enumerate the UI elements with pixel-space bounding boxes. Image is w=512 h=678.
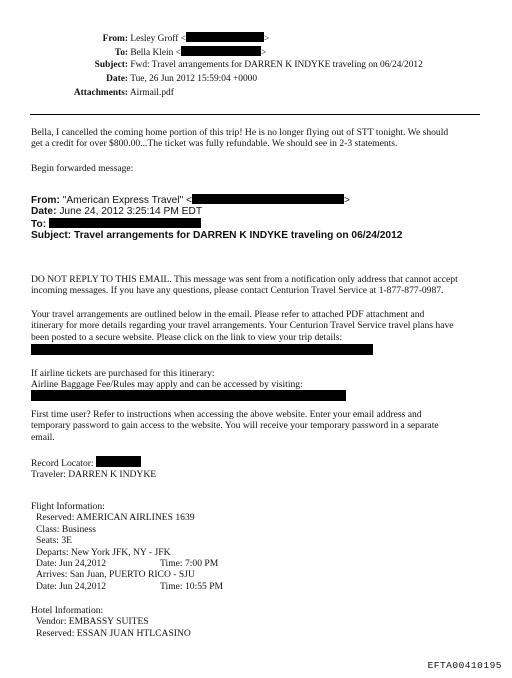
flight-info: Flight Information: Reserved: AMERICAN AIRLINES 1639 Class: Business Seats: 3E Departs: New York JFK, NY - JFK Date: Jun 24,2012 Time: 7:00 PM Arrives: San Juan, PUERTO RICO - SJU Date: Jun 24,2012 Time: 10:55 PM — [31, 501, 486, 592]
noreply-paragraph: DO NOT REPLY TO THIS EMAIL. This message was sent from a notification only address that cannot accept incoming messages. If you have any questions, please contact Centurion Travel Service at 1-877-877-0987. — [31, 274, 458, 297]
fwd-from-row: From: "American Express Travel" < > — [31, 195, 350, 206]
header-attachments-row — [40, 88, 174, 98]
fwd-subject-value: Travel arrangements for DARREN K INDYKE traveling on 06/24/2012 — [74, 230, 403, 241]
redaction-box — [49, 218, 201, 228]
date-value: Tue, 26 Jun 2012 15:59:04 +0000 — [130, 74, 258, 84]
fwd-subject-row: Subject: Travel arrangements for DARREN K INDYKE traveling on 06/24/2012 — [31, 230, 403, 241]
subject-value: Fwd: Travel arrangements for DARREN K INDYKE traveling on 06/24/2012 — [130, 60, 423, 70]
subject-label: Subject: — [94, 60, 128, 70]
from-value: Lesley Groff < — [130, 34, 186, 44]
header-to-row: To: Bella Klein < > — [40, 46, 266, 58]
flight-heading: Flight Information: — [31, 501, 105, 512]
redaction-box — [181, 46, 261, 56]
attachment-link[interactable]: Airmail.pdf — [129, 88, 174, 98]
from-label: From: — [102, 34, 128, 44]
intro-paragraph: Bella, I cancelled the coming home portion of this trip! He is no longer flying out of STT tonight. We should get a credit for over $800.00...The ticket was fully refundable. We should see in 2-3 statements. — [31, 127, 449, 150]
redaction-box — [186, 32, 264, 42]
date-label: Date: — [106, 74, 128, 84]
arrangements-paragraph: Your travel arrangements are outlined below in the email. Please refer to attached PDF attachment and itinerary for more details regarding your travel arrangements. Your Centurion Travel Service travel plans have been posted to a secure website. Please click on the link to view your trip details: — [31, 309, 454, 343]
attachments-label: Attachments: — [73, 88, 128, 98]
to-value: Bella Klein < — [130, 48, 181, 58]
bates-number: EFTA00410195 — [427, 660, 502, 671]
traveler: Traveler: DARREN K INDYKE — [31, 469, 157, 481]
begin-forwarded: Begin forwarded message: — [31, 163, 134, 174]
redaction-box — [96, 456, 141, 467]
first-time-paragraph: First time user? Refer to instructions when accessing the above website. Enter your email address and temporary password to gain access to the website. You will receive your temporary password in a separate email. — [31, 409, 439, 443]
hotel-info: Hotel Information: Vendor: EMBASSY SUITES Reserved: ESSAN JUAN HTLCASINO — [31, 605, 486, 639]
header-from-row: From: Lesley Groff < > — [40, 32, 269, 44]
record-locator-label: Record Locator: — [31, 458, 94, 469]
header-date-row — [40, 74, 257, 84]
tickets-paragraph: If airline tickets are purchased for this itinerary: Airline Baggage Fee/Rules may apply and can be accessed by visiting: — [31, 368, 303, 391]
fwd-to-row: To: — [31, 218, 201, 230]
fwd-date-row: Date: June 24, 2012 3:25:14 PM EDT — [31, 206, 203, 217]
redacted-trip-link[interactable] — [31, 344, 373, 355]
record-locator-block — [31, 456, 486, 481]
redacted-baggage-link[interactable] — [31, 390, 346, 401]
to-label: To: — [114, 48, 128, 58]
hotel-heading: Hotel Information: — [31, 605, 104, 616]
redaction-box — [192, 194, 344, 204]
header-subject-row — [40, 60, 423, 70]
header-divider — [30, 114, 480, 115]
